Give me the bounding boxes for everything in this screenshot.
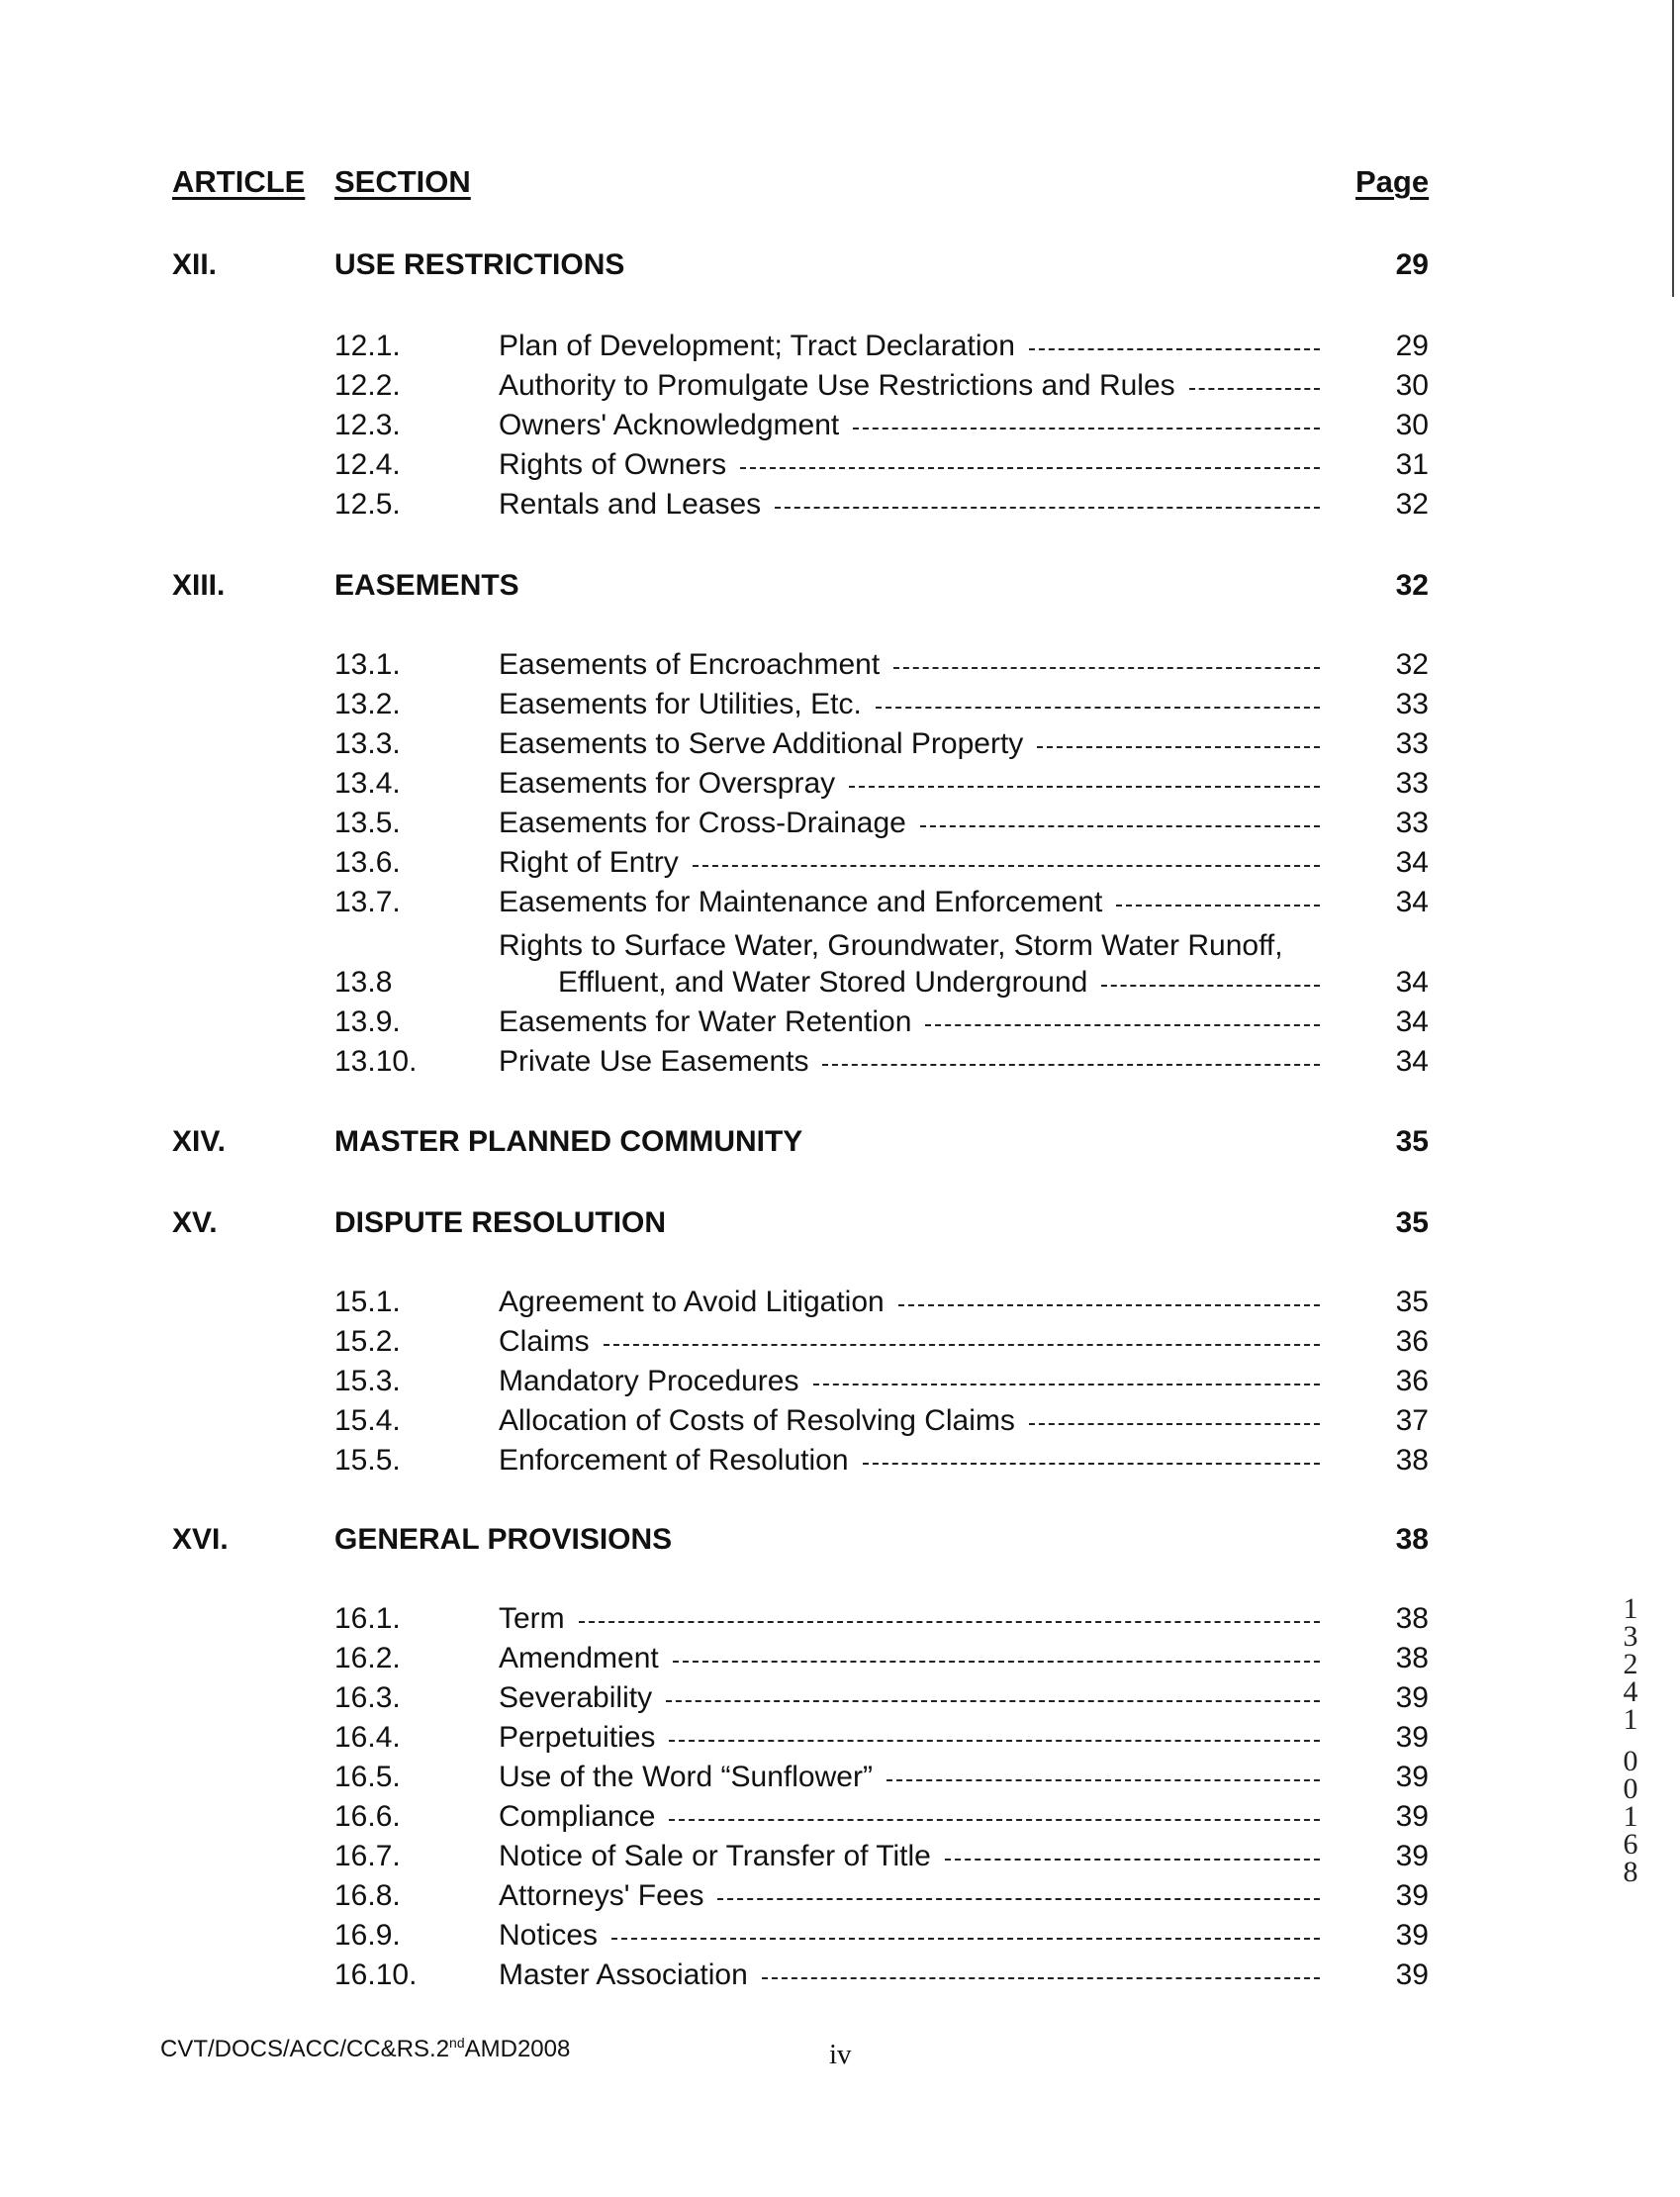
section-title: Attorneys' Fees (499, 1878, 1320, 1914)
section-title: Right of Entry (499, 845, 1320, 881)
section-page: 38 (1395, 1602, 1429, 1635)
article-number: XVI. (172, 1523, 229, 1556)
section-title: Use of the Word “Sunflower” (499, 1760, 1320, 1795)
section-title: Agreement to Avoid Litigation (499, 1285, 1320, 1320)
section-page: 39 (1395, 1879, 1429, 1912)
article-title: GENERAL PROVISIONS (334, 1523, 673, 1556)
section-page: 39 (1395, 1721, 1429, 1754)
section-number: 13.10. (334, 1045, 418, 1078)
section-number: 13.8 (334, 966, 393, 999)
section-page: 33 (1395, 807, 1429, 839)
section-page: 36 (1395, 1365, 1429, 1397)
section-number: 13.1. (334, 648, 401, 681)
section-number: 16.4. (334, 1721, 401, 1754)
article-title: EASEMENTS (334, 569, 519, 602)
section-title: Plan of Development; Tract Declaration (499, 329, 1320, 364)
section-number: 12.2. (334, 369, 401, 402)
section-page: 30 (1395, 409, 1429, 441)
section-title: Perpetuities (499, 1720, 1320, 1756)
article-page: 35 (1395, 1125, 1429, 1158)
section-title: Easements of Encroachment (499, 647, 1320, 683)
header-page: Page (1355, 164, 1430, 199)
section-number: 13.5. (334, 807, 401, 839)
section-number: 15.4. (334, 1404, 401, 1437)
section-number: 13.4. (334, 767, 401, 800)
section-number: 15.2. (334, 1325, 401, 1358)
section-page: 39 (1395, 1919, 1429, 1952)
section-title: Compliance (499, 1799, 1320, 1835)
section-number: 16.3. (334, 1681, 401, 1714)
section-page: 30 (1395, 369, 1429, 402)
article-number: XIII. (172, 569, 226, 602)
document-id: CVT/DOCS/ACC/CC&RS.2ndAMD2008 (160, 2035, 571, 2062)
section-page: 39 (1395, 1681, 1429, 1714)
section-number: 16.2. (334, 1642, 401, 1674)
section-page: 36 (1395, 1325, 1429, 1358)
section-page: 33 (1395, 767, 1429, 800)
section-number: 15.5. (334, 1444, 401, 1477)
section-number: 16.10. (334, 1958, 418, 1991)
section-page: 39 (1395, 1761, 1429, 1793)
section-title: Term (499, 1601, 1320, 1637)
section-title: Easements for Cross-Drainage (499, 806, 1320, 841)
header-article: ARTICLE (172, 164, 306, 199)
header-section: SECTION (334, 164, 471, 199)
section-title: Master Association (499, 1958, 1320, 1993)
section-page: 33 (1395, 688, 1429, 720)
section-title: Mandatory Procedures (499, 1364, 1320, 1399)
article-page: 38 (1395, 1523, 1429, 1556)
recording-stamp: 1 3 2 4 1 0 0 1 6 8 (1623, 1592, 1638, 1888)
section-page: 34 (1395, 966, 1429, 999)
section-title: Easements for Maintenance and Enforcement (499, 885, 1320, 920)
section-title: Owners' Acknowledgment (499, 408, 1320, 443)
section-number: 16.6. (334, 1800, 401, 1833)
section-page: 32 (1395, 648, 1429, 681)
section-number: 15.3. (334, 1365, 401, 1397)
section-page: 33 (1395, 727, 1429, 760)
section-title: Allocation of Costs of Resolving Claims (499, 1403, 1320, 1439)
section-number: 12.4. (334, 448, 401, 481)
section-title: Easements for Utilities, Etc. (499, 687, 1320, 722)
section-number: 12.5. (334, 488, 401, 521)
section-number: 13.9. (334, 1005, 401, 1038)
section-title: Claims (499, 1324, 1320, 1360)
section-title: Easements to Serve Additional Property (499, 726, 1320, 762)
scan-edge (1672, 0, 1674, 297)
section-number: 16.5. (334, 1761, 401, 1793)
section-page: 38 (1395, 1642, 1429, 1674)
article-number: XV. (172, 1206, 218, 1239)
section-number: 13.7. (334, 886, 401, 918)
section-page: 39 (1395, 1840, 1429, 1872)
article-number: XII. (172, 248, 218, 281)
section-title: Authority to Promulgate Use Restrictions and Rules (499, 368, 1320, 404)
section-title: Severability (499, 1680, 1320, 1716)
article-page: 32 (1395, 569, 1429, 602)
section-title: Effluent, and Water Stored Underground (558, 965, 1320, 1001)
section-title: Easements for Water Retention (499, 1004, 1320, 1040)
article-page: 29 (1395, 248, 1429, 281)
section-page: 31 (1395, 448, 1429, 481)
section-number: 16.8. (334, 1879, 401, 1912)
section-title: Notices (499, 1918, 1320, 1954)
article-page: 35 (1395, 1206, 1429, 1239)
article-title: MASTER PLANNED COMMUNITY (334, 1125, 803, 1158)
section-title: Enforcement of Resolution (499, 1443, 1320, 1479)
section-page: 34 (1395, 1005, 1429, 1038)
section-number: 16.9. (334, 1919, 401, 1952)
page-number: iv (829, 2039, 852, 2070)
article-title: USE RESTRICTIONS (334, 248, 625, 281)
section-page: 39 (1395, 1800, 1429, 1833)
section-page: 29 (1395, 330, 1429, 362)
section-title: Rentals and Leases (499, 487, 1320, 523)
section-number: 13.2. (334, 688, 401, 720)
section-number: 13.6. (334, 846, 401, 879)
section-title: Notice of Sale or Transfer of Title (499, 1839, 1320, 1874)
section-title-line1: Rights to Surface Water, Groundwater, Storm Water Runoff, (499, 929, 1283, 962)
section-page: 38 (1395, 1444, 1429, 1477)
section-page: 35 (1395, 1286, 1429, 1318)
section-number: 16.7. (334, 1840, 401, 1872)
section-title: Rights of Owners (499, 447, 1320, 483)
section-title: Amendment (499, 1641, 1320, 1676)
section-page: 37 (1395, 1404, 1429, 1437)
article-number: XIV. (172, 1125, 226, 1158)
section-page: 32 (1395, 488, 1429, 521)
section-page: 34 (1395, 886, 1429, 918)
section-page: 34 (1395, 846, 1429, 879)
section-number: 15.1. (334, 1286, 401, 1318)
section-number: 13.3. (334, 727, 401, 760)
section-page: 34 (1395, 1045, 1429, 1078)
section-page: 39 (1395, 1958, 1429, 1991)
section-number: 12.1. (334, 330, 401, 362)
section-title: Easements for Overspray (499, 766, 1320, 802)
section-number: 12.3. (334, 409, 401, 441)
article-title: DISPUTE RESOLUTION (334, 1206, 667, 1239)
section-title: Private Use Easements (499, 1044, 1320, 1080)
section-number: 16.1. (334, 1602, 401, 1635)
